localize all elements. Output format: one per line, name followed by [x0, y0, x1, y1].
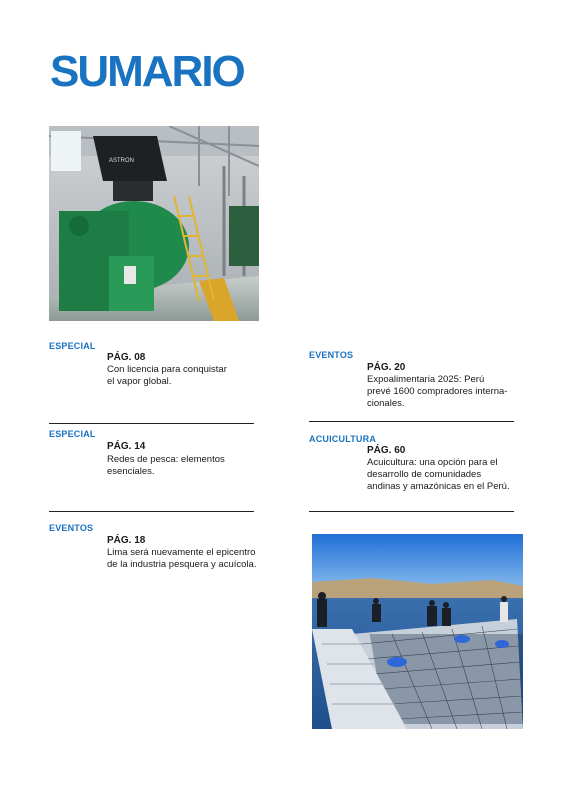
divider [49, 511, 254, 512]
entry-page: PÁG. 60 [367, 445, 406, 456]
entry-text: Lima será nuevamente el epicentro de la industria pesquera y acuícola. [107, 547, 257, 570]
page-title: SUMARIO [50, 47, 244, 96]
entry-page: PÁG. 14 [107, 441, 146, 452]
entry-category: EVENTOS [49, 523, 94, 533]
entry-category: ESPECIAL [49, 429, 96, 439]
entry-text: Con licencia para conquistar el vapor global. [107, 364, 227, 387]
boiler-photo [49, 126, 259, 321]
entry-category: EVENTOS [309, 350, 354, 360]
entry-page: PÁG. 08 [107, 352, 146, 363]
entry-category: ESPECIAL [49, 341, 96, 351]
entry-page: PÁG. 20 [367, 362, 406, 373]
aquaculture-photo [312, 534, 523, 729]
entry-page: PÁG. 18 [107, 535, 146, 546]
entry-category: ACUICULTURA [309, 434, 377, 444]
entry-text: Redes de pesca: elementos esenciales. [107, 454, 225, 477]
boiler-brand: ASTRON [109, 158, 135, 164]
divider [309, 511, 514, 512]
entry-text: Expoalimentaria 2025: Perú prevé 1600 compradores interna- cionales. [367, 374, 508, 409]
divider [49, 423, 254, 424]
divider [309, 421, 514, 422]
entry-text: Acuicultura: una opción para el desarrollo de comunidades andinas y amazónicas en el Perú. [367, 457, 510, 492]
